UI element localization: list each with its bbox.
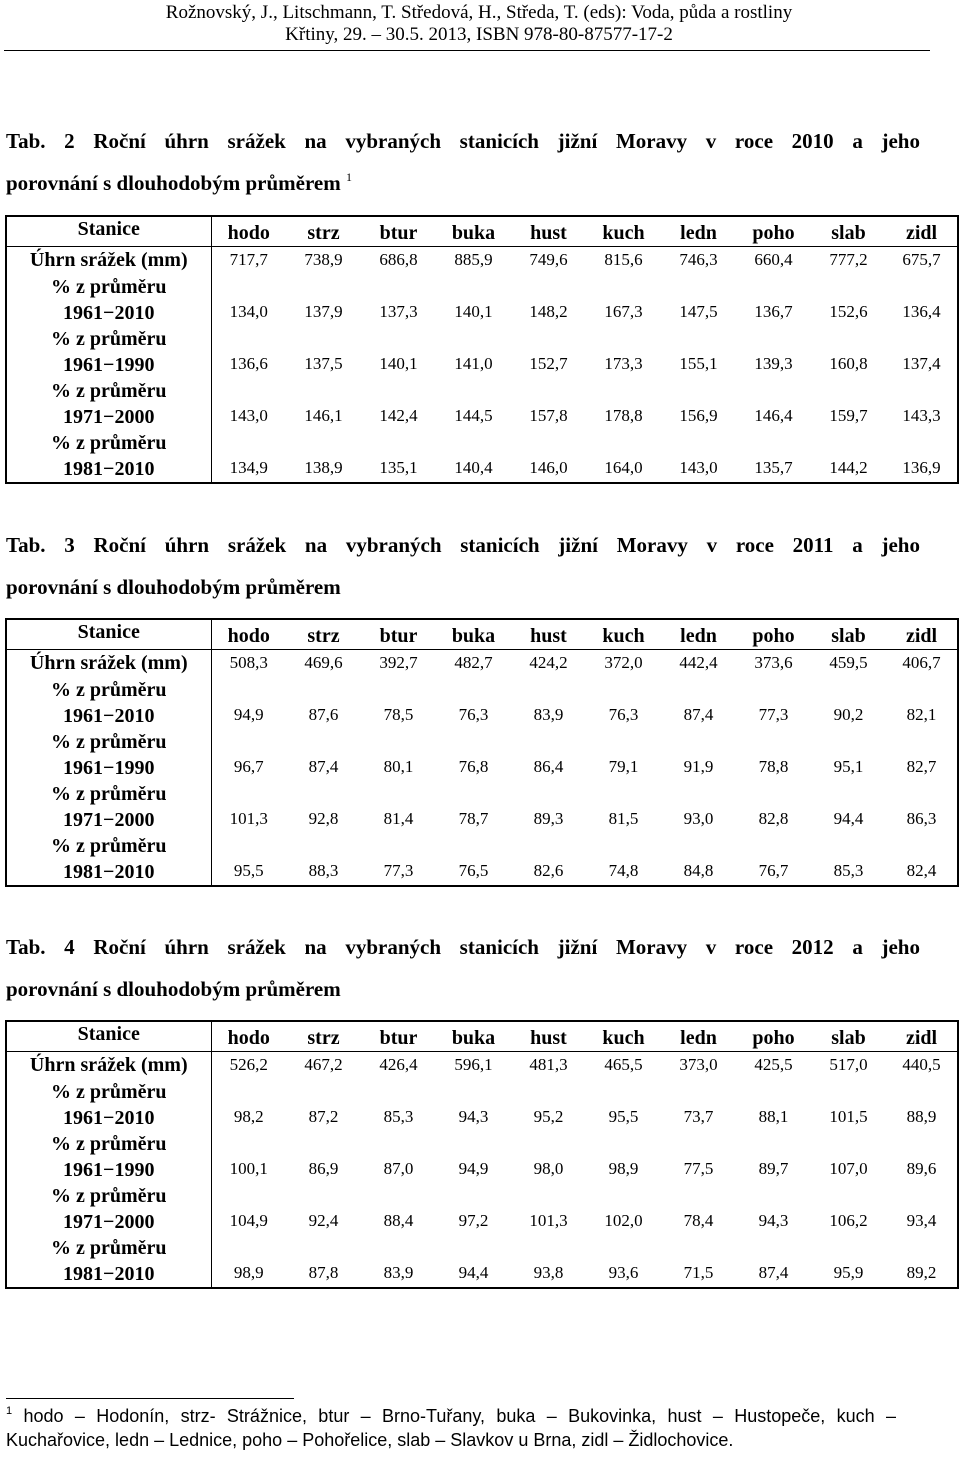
table-cell: 178,8	[604, 406, 643, 425]
table-cell: 77,5	[683, 1159, 714, 1178]
table-cell: 89,2	[906, 1263, 937, 1282]
row-label-period: 1961−1990	[63, 1159, 155, 1181]
table-row-pct	[6, 1235, 958, 1288]
footnote-text: hodo – Hodonín, strz- Strážnice, btur – Brno-Tuřany, buka – Bukovinka, hust – Hustopeče, kuch – Kuchařovice, ledn – Lednice, poho – Pohořelice, slab – Slavkov u Brna, zidl – Židlochovice.	[6, 1406, 896, 1450]
header-station-kuch: kuch	[586, 619, 661, 649]
table-cell: 95,1	[833, 757, 864, 776]
table-cell: 98,0	[533, 1159, 564, 1178]
header-line-1: Rožnovský, J., Litschmann, T. Středová, H., Středa, T. (eds): Voda, půda a rostliny	[165, 2, 793, 23]
table-cell: 88,9	[906, 1107, 937, 1126]
row-label-sum: Úhrn srážek (mm)	[6, 246, 211, 274]
table-cell: 89,6	[906, 1159, 937, 1178]
table-cell: 738,9	[304, 250, 343, 270]
caption-line-1: Tab. 4 Roční úhrn srážek na vybraných stanicích jižní Moravy v roce 2012 a jeho	[6, 935, 920, 959]
table-cell: 164,0	[604, 458, 643, 477]
row-label-pct-text: % z průměru	[50, 1185, 167, 1207]
table-cell: 76,5	[458, 861, 489, 880]
precipitation-table	[5, 215, 959, 484]
table-cell: 146,1	[304, 406, 343, 425]
table-cell: 152,6	[829, 302, 868, 321]
table-cell: 83,9	[383, 1263, 414, 1282]
row-label-pct-text: % z průměru	[50, 783, 167, 805]
table-cell: 147,5	[679, 302, 718, 321]
table-row-sum	[6, 649, 958, 677]
header-stanice: Stanice	[6, 216, 211, 246]
table-row-pct	[6, 326, 958, 378]
row-label-period: 1981−2010	[63, 861, 155, 883]
table-cell: 82,1	[906, 705, 937, 724]
table-cell: 93,6	[608, 1263, 639, 1282]
table-cell: 135,7	[754, 458, 793, 477]
table-cell: 76,3	[458, 705, 489, 724]
table-cell: 392,7	[379, 653, 418, 673]
header-station-strz: strz	[286, 216, 361, 246]
table-cell: 76,8	[458, 757, 489, 776]
table-cell: 526,2	[229, 1055, 268, 1075]
table-cell: 155,1	[679, 354, 718, 373]
table-cell: 146,0	[529, 458, 568, 477]
table-cell: 93,4	[906, 1211, 937, 1230]
table-cell: 596,1	[454, 1055, 493, 1075]
row-label-pct	[6, 781, 211, 833]
table-cell: 157,8	[529, 406, 568, 425]
table-row-pct	[6, 378, 958, 430]
table-cell: 465,5	[604, 1055, 643, 1075]
table-cell: 76,7	[758, 861, 789, 880]
table-cell: 88,1	[758, 1107, 789, 1126]
header-station-hust: hust	[511, 619, 586, 649]
table-cell: 95,5	[233, 861, 264, 880]
header-stanice: Stanice	[6, 619, 211, 649]
table-caption	[6, 524, 920, 608]
table-cell: 148,2	[529, 302, 568, 321]
table-cell: 469,6	[304, 653, 343, 673]
table-cell: 95,2	[533, 1107, 564, 1126]
table-cell: 93,0	[683, 809, 714, 828]
table-row-pct	[6, 677, 958, 729]
header-station-poho: poho	[736, 216, 811, 246]
table-cell: 89,3	[533, 809, 564, 828]
header-station-hodo: hodo	[211, 619, 286, 649]
caption-line-2	[6, 566, 920, 608]
table-cell: 83,9	[533, 705, 564, 724]
row-label-pct	[6, 378, 211, 430]
caption-line-2	[6, 162, 920, 204]
header-station-zidl: zidl	[886, 1021, 958, 1051]
table-cell: 76,3	[608, 705, 639, 724]
row-label-pct	[6, 833, 211, 886]
table-row-pct	[6, 1079, 958, 1131]
table-cell: 74,8	[608, 861, 639, 880]
row-label-pct-text: % z průměru	[50, 380, 167, 402]
table-cell: 142,4	[379, 406, 418, 425]
table-cell: 373,6	[754, 653, 793, 673]
header-station-btur: btur	[361, 619, 436, 649]
table-header-row	[6, 1021, 958, 1051]
caption-footnote-marker: 1	[345, 170, 352, 184]
table-cell: 467,2	[304, 1055, 343, 1075]
table-cell: 136,6	[229, 354, 268, 373]
table-cell: 134,0	[229, 302, 268, 321]
table-row-pct	[6, 781, 958, 833]
header-station-hust: hust	[511, 1021, 586, 1051]
table-cell: 86,4	[533, 757, 564, 776]
row-label-pct-text: % z průměru	[50, 328, 167, 350]
row-label-period: 1961−2010	[63, 705, 155, 727]
table-cell: 87,4	[308, 757, 339, 776]
table-cell: 82,8	[758, 809, 789, 828]
table-cell: 78,8	[758, 757, 789, 776]
table-cell: 94,3	[758, 1211, 789, 1230]
table-caption	[6, 120, 920, 204]
row-label-pct	[6, 1183, 211, 1235]
table-cell: 101,3	[229, 809, 268, 828]
table-cell: 140,1	[454, 302, 493, 321]
footnote-marker: 1	[6, 1405, 13, 1417]
table-cell: 136,7	[754, 302, 793, 321]
table-cell: 426,4	[379, 1055, 418, 1075]
table-cell: 94,9	[458, 1159, 489, 1178]
row-label-period: 1961−2010	[63, 1107, 155, 1129]
table-cell: 78,7	[458, 809, 489, 828]
table-cell: 94,9	[233, 705, 264, 724]
row-label-pct	[6, 1079, 211, 1131]
table-cell: 81,4	[383, 809, 414, 828]
header-station-ledn: ledn	[661, 216, 736, 246]
table-cell: 73,7	[683, 1107, 714, 1126]
table-cell: 143,0	[679, 458, 718, 477]
table-cell: 746,3	[679, 250, 718, 270]
header-station-buka: buka	[436, 619, 511, 649]
table-cell: 135,1	[379, 458, 418, 477]
table-cell: 136,4	[902, 302, 941, 321]
table-cell: 88,4	[383, 1211, 414, 1230]
header-station-strz: strz	[286, 1021, 361, 1051]
header-station-zidl: zidl	[886, 216, 958, 246]
row-label-pct-text: % z průměru	[50, 432, 167, 454]
row-label-pct	[6, 430, 211, 483]
table-cell: 104,9	[229, 1211, 268, 1230]
header-station-slab: slab	[811, 619, 886, 649]
table-row-pct	[6, 1183, 958, 1235]
table-cell: 373,0	[679, 1055, 718, 1075]
table-cell: 144,2	[829, 458, 868, 477]
table-cell: 815,6	[604, 250, 643, 270]
table-cell: 167,3	[604, 302, 643, 321]
table-cell: 90,2	[833, 705, 864, 724]
table-cell: 79,1	[608, 757, 639, 776]
table-cell: 93,8	[533, 1263, 564, 1282]
caption-line-1: Tab. 2 Roční úhrn srážek na vybraných stanicích jižní Moravy v roce 2010 a jeho	[6, 129, 920, 153]
row-label-pct	[6, 677, 211, 729]
table-cell: 777,2	[829, 250, 868, 270]
table-cell: 144,5	[454, 406, 493, 425]
header-rule	[4, 50, 930, 51]
header-station-buka: buka	[436, 216, 511, 246]
row-label-pct	[6, 1235, 211, 1288]
table-cell: 88,3	[308, 861, 339, 880]
table-cell: 95,9	[833, 1263, 864, 1282]
table-cell: 78,5	[383, 705, 414, 724]
footnote-rule	[6, 1398, 294, 1399]
table-cell: 372,0	[604, 653, 643, 673]
table-cell: 94,4	[833, 809, 864, 828]
table-cell: 102,0	[604, 1211, 643, 1230]
header-station-ledn: ledn	[661, 619, 736, 649]
table-cell: 84,8	[683, 861, 714, 880]
table-cell: 107,0	[829, 1159, 868, 1178]
row-label-pct	[6, 729, 211, 781]
table-cell: 717,7	[229, 250, 268, 270]
header-station-zidl: zidl	[886, 619, 958, 649]
table-header-row	[6, 619, 958, 649]
table-row-sum	[6, 1051, 958, 1079]
table-cell: 92,4	[308, 1211, 339, 1230]
table-header-row	[6, 216, 958, 246]
table-cell: 517,0	[829, 1055, 868, 1075]
header-station-hodo: hodo	[211, 1021, 286, 1051]
table-cell: 96,7	[233, 757, 264, 776]
precipitation-table	[5, 618, 959, 887]
table-cell: 87,8	[308, 1263, 339, 1282]
table-cell: 160,8	[829, 354, 868, 373]
table-row-pct	[6, 1131, 958, 1183]
header-station-kuch: kuch	[586, 216, 661, 246]
header-station-poho: poho	[736, 1021, 811, 1051]
row-label-pct-text: % z průměru	[50, 276, 167, 298]
table-cell: 85,3	[383, 1107, 414, 1126]
table-cell: 137,3	[379, 302, 418, 321]
page-header	[0, 2, 958, 46]
table-cell: 94,4	[458, 1263, 489, 1282]
row-label-period: 1981−2010	[63, 1263, 155, 1285]
table-caption	[6, 926, 920, 1010]
table-cell: 660,4	[754, 250, 793, 270]
table-cell: 749,6	[529, 250, 568, 270]
table-cell: 440,5	[902, 1055, 941, 1075]
row-label-period: 1981−2010	[63, 458, 155, 480]
header-station-hodo: hodo	[211, 216, 286, 246]
table-cell: 140,1	[379, 354, 418, 373]
row-label-period: 1961−1990	[63, 354, 155, 376]
table-cell: 86,9	[308, 1159, 339, 1178]
table-cell: 424,2	[529, 653, 568, 673]
row-label-sum: Úhrn srážek (mm)	[6, 1051, 211, 1079]
table-cell: 173,3	[604, 354, 643, 373]
header-station-slab: slab	[811, 216, 886, 246]
row-label-period: 1971−2000	[63, 1211, 155, 1233]
table-cell: 139,3	[754, 354, 793, 373]
row-label-pct	[6, 1131, 211, 1183]
table-cell: 98,9	[608, 1159, 639, 1178]
header-station-poho: poho	[736, 619, 811, 649]
table-cell: 508,3	[229, 653, 268, 673]
row-label-period: 1961−2010	[63, 302, 155, 324]
table-cell: 82,4	[906, 861, 937, 880]
table-cell: 81,5	[608, 809, 639, 828]
caption-line-2-text: porovnání s dlouhodobým průměrem	[6, 171, 341, 195]
table-cell: 98,2	[233, 1107, 264, 1126]
table-cell: 425,5	[754, 1055, 793, 1075]
table-row-pct	[6, 833, 958, 886]
table-cell: 87,2	[308, 1107, 339, 1126]
table-cell: 82,7	[906, 757, 937, 776]
header-station-slab: slab	[811, 1021, 886, 1051]
row-label-sum: Úhrn srážek (mm)	[6, 649, 211, 677]
row-label-period: 1961−1990	[63, 757, 155, 779]
table-cell: 80,1	[383, 757, 414, 776]
table-cell: 159,7	[829, 406, 868, 425]
header-station-buka: buka	[436, 1021, 511, 1051]
row-label-period: 1971−2000	[63, 809, 155, 831]
table-cell: 101,3	[529, 1211, 568, 1230]
table-cell: 459,5	[829, 653, 868, 673]
header-station-btur: btur	[361, 1021, 436, 1051]
table-cell: 94,3	[458, 1107, 489, 1126]
table-cell: 87,0	[383, 1159, 414, 1178]
precipitation-table	[5, 1020, 959, 1289]
table-cell: 482,7	[454, 653, 493, 673]
table-cell: 406,7	[902, 653, 941, 673]
table-cell: 78,4	[683, 1211, 714, 1230]
table-cell: 138,9	[304, 458, 343, 477]
table-cell: 87,4	[683, 705, 714, 724]
table-cell: 77,3	[383, 861, 414, 880]
header-station-ledn: ledn	[661, 1021, 736, 1051]
table-cell: 91,9	[683, 757, 714, 776]
table-cell: 140,4	[454, 458, 493, 477]
header-station-hust: hust	[511, 216, 586, 246]
table-cell: 100,1	[229, 1159, 268, 1178]
header-line-2: Křtiny, 29. – 30.5. 2013, ISBN 978-80-87577-17-2	[285, 24, 673, 45]
table-row-pct	[6, 274, 958, 326]
table-cell: 143,3	[902, 406, 941, 425]
table-cell: 87,6	[308, 705, 339, 724]
table-cell: 152,7	[529, 354, 568, 373]
caption-line-2-text: porovnání s dlouhodobým průměrem	[6, 977, 341, 1001]
table-cell: 675,7	[902, 250, 941, 270]
table-cell: 106,2	[829, 1211, 868, 1230]
table-cell: 136,9	[902, 458, 941, 477]
header-stanice: Stanice	[6, 1021, 211, 1051]
row-label-pct	[6, 274, 211, 326]
row-label-pct-text: % z průměru	[50, 731, 167, 753]
table-cell: 87,4	[758, 1263, 789, 1282]
table-cell: 143,0	[229, 406, 268, 425]
table-cell: 82,6	[533, 861, 564, 880]
row-label-pct-text: % z průměru	[50, 835, 167, 857]
table-cell: 89,7	[758, 1159, 789, 1178]
table-cell: 146,4	[754, 406, 793, 425]
table-cell: 92,8	[308, 809, 339, 828]
table-cell: 98,9	[233, 1263, 264, 1282]
table-cell: 85,3	[833, 861, 864, 880]
table-cell: 141,0	[454, 354, 493, 373]
table-row-sum	[6, 246, 958, 274]
table-cell: 86,3	[906, 809, 937, 828]
table-cell: 71,5	[683, 1263, 714, 1282]
table-cell: 97,2	[458, 1211, 489, 1230]
table-cell: 885,9	[454, 250, 493, 270]
table-cell: 137,4	[902, 354, 941, 373]
row-label-pct	[6, 326, 211, 378]
table-cell: 481,3	[529, 1055, 568, 1075]
header-station-strz: strz	[286, 619, 361, 649]
table-row-pct	[6, 729, 958, 781]
table-cell: 137,9	[304, 302, 343, 321]
table-cell: 686,8	[379, 250, 418, 270]
table-cell: 101,5	[829, 1107, 868, 1126]
table-cell: 442,4	[679, 653, 718, 673]
table-row-pct	[6, 430, 958, 483]
row-label-pct-text: % z průměru	[50, 1081, 167, 1103]
caption-line-2	[6, 968, 920, 1010]
table-cell: 137,5	[304, 354, 343, 373]
header-station-btur: btur	[361, 216, 436, 246]
table-cell: 77,3	[758, 705, 789, 724]
row-label-period: 1971−2000	[63, 406, 155, 428]
row-label-pct-text: % z průměru	[50, 1133, 167, 1155]
caption-line-1: Tab. 3 Roční úhrn srážek na vybraných stanicích jižní Moravy v roce 2011 a jeho	[6, 533, 920, 557]
table-cell: 134,9	[229, 458, 268, 477]
row-label-pct-text: % z průměru	[50, 679, 167, 701]
table-cell: 95,5	[608, 1107, 639, 1126]
header-station-kuch: kuch	[586, 1021, 661, 1051]
footnote	[6, 1404, 896, 1452]
caption-line-2-text: porovnání s dlouhodobým průměrem	[6, 575, 341, 599]
table-cell: 156,9	[679, 406, 718, 425]
row-label-pct-text: % z průměru	[50, 1237, 167, 1259]
